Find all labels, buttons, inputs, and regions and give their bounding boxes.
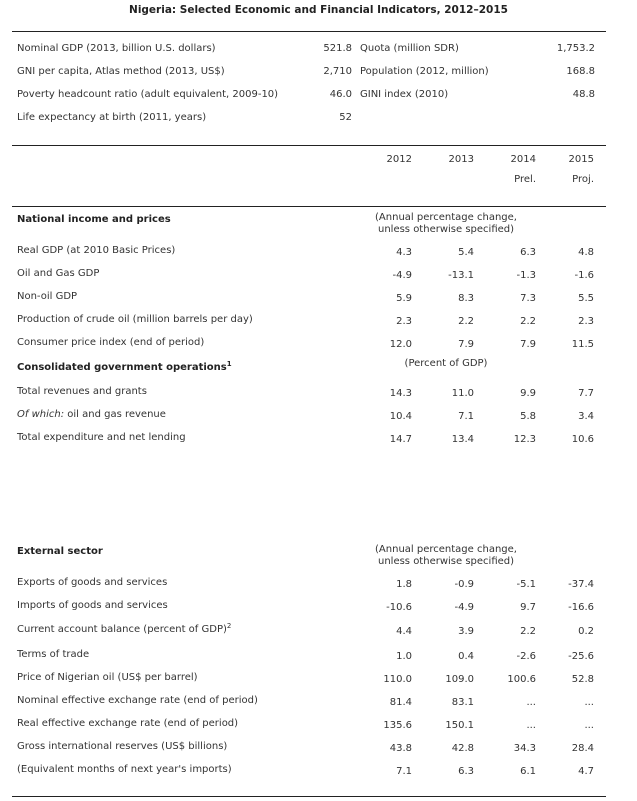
- row-label: [17, 245, 175, 256]
- row-value: 135.6: [383, 720, 412, 731]
- row-value: 10.6: [571, 434, 594, 445]
- row-value: 11.5: [571, 339, 594, 350]
- row-value: 2.2: [520, 626, 536, 637]
- row-value: 1.8: [396, 579, 412, 590]
- row-value: -25.6: [568, 651, 594, 662]
- row-value: 100.6: [507, 674, 536, 685]
- row-value: 110.0: [383, 674, 412, 685]
- row-label: [17, 577, 167, 588]
- row-label: [17, 337, 204, 348]
- row-value: 2.3: [578, 316, 594, 327]
- summary-value: 168.8: [566, 66, 595, 77]
- row-value: -37.4: [568, 579, 594, 590]
- row-value: 5.5: [578, 293, 594, 304]
- row-value: 83.1: [451, 697, 474, 708]
- top-rule: [12, 31, 606, 32]
- summary-label: Population (2012, million): [360, 66, 489, 77]
- row-value: -16.6: [568, 602, 594, 613]
- row-value: -0.9: [454, 579, 474, 590]
- row-label-text: Current account balance (percent of GDP): [17, 624, 227, 635]
- row-label: [17, 672, 198, 683]
- row-label-italic: Of which:: [17, 409, 65, 420]
- row-value: 9.9: [520, 388, 536, 399]
- row-value: 11.0: [451, 388, 474, 399]
- row-value: 7.1: [396, 766, 412, 777]
- units-note-line: (Annual percentage change,: [375, 544, 517, 555]
- row-value: 43.8: [389, 743, 412, 754]
- column-year: 2012: [386, 154, 412, 165]
- row-value: 13.4: [451, 434, 474, 445]
- row-value: 5.8: [520, 411, 536, 422]
- row-value: 0.2: [578, 626, 594, 637]
- row-value: 7.3: [520, 293, 536, 304]
- row-value: 0.4: [458, 651, 474, 662]
- column-year: 2015: [568, 154, 594, 165]
- row-value: -4.9: [454, 602, 474, 613]
- row-label: [17, 268, 99, 279]
- row-value: ...: [584, 720, 594, 731]
- row-label: [17, 432, 186, 443]
- section-heading-text: Consolidated government operations: [17, 362, 227, 373]
- row-label-text: Real GDP (at 2010 Basic Prices): [17, 245, 176, 256]
- row-value: 14.7: [389, 434, 412, 445]
- row-label-text: Terms of trade: [17, 649, 90, 660]
- row-value: 10.4: [389, 411, 412, 422]
- row-value: 150.1: [445, 720, 474, 731]
- units-note-line: (Annual percentage change,: [375, 212, 517, 223]
- row-value: 2.2: [520, 316, 536, 327]
- footnote-marker: 1: [226, 360, 232, 368]
- header-bottom-rule: [12, 206, 606, 207]
- summary-value: 1,753.2: [556, 43, 595, 54]
- row-label-text: Oil and Gas GDP: [17, 268, 100, 279]
- summary-value: 2,710: [323, 66, 352, 77]
- row-value: 34.3: [513, 743, 536, 754]
- section-heading: External sector: [17, 546, 103, 557]
- bottom-rule: [12, 796, 606, 797]
- row-value: 4.3: [396, 247, 412, 258]
- summary-label: Quota (million SDR): [360, 43, 459, 54]
- units-note-line: unless otherwise specified): [377, 224, 515, 235]
- row-value: 7.7: [578, 388, 594, 399]
- section-heading: [17, 362, 232, 373]
- row-label-text: oil and gas revenue: [64, 409, 166, 420]
- footnote-marker: 2: [226, 622, 232, 630]
- row-value: 5.4: [458, 247, 474, 258]
- row-label-text: Total expenditure and net lending: [17, 432, 186, 443]
- row-value: 4.4: [396, 626, 412, 637]
- row-label: [17, 291, 77, 302]
- row-value: 14.3: [389, 388, 412, 399]
- row-label-text: (Equivalent months of next year's imports): [17, 764, 232, 775]
- row-value: 2.3: [396, 316, 412, 327]
- row-value: 8.3: [458, 293, 474, 304]
- summary-value: 48.8: [572, 89, 595, 100]
- row-value: 28.4: [571, 743, 594, 754]
- column-year: 2014: [510, 154, 536, 165]
- row-label: [17, 695, 258, 706]
- summary-label: GINI index (2010): [360, 89, 449, 100]
- header-top-rule: [12, 145, 606, 146]
- row-label: [17, 386, 147, 397]
- row-value: 52.8: [571, 674, 594, 685]
- summary-value: 52: [339, 112, 352, 123]
- row-label-text: Gross international reserves (US$ billions): [17, 741, 228, 752]
- row-value: 12.3: [513, 434, 536, 445]
- column-status: Proj.: [572, 174, 594, 185]
- row-value: ...: [526, 697, 536, 708]
- row-value: ...: [526, 720, 536, 731]
- row-label-text: Real effective exchange rate (end of period): [17, 718, 239, 729]
- row-label: [17, 764, 232, 775]
- section-heading: National income and prices: [17, 214, 171, 225]
- row-label: [17, 741, 227, 752]
- units-note: [374, 212, 518, 236]
- summary-value: 521.8: [323, 43, 352, 54]
- units-note: [374, 544, 518, 568]
- row-value: 6.1: [520, 766, 536, 777]
- summary-label: Nominal GDP (2013, billion U.S. dollars): [17, 43, 216, 54]
- row-label-text: Exports of goods and services: [17, 577, 168, 588]
- row-label: [17, 649, 89, 660]
- row-value: -1.6: [574, 270, 594, 281]
- row-value: 5.9: [396, 293, 412, 304]
- row-label-text: Total revenues and grants: [17, 386, 147, 397]
- row-label: [17, 314, 253, 325]
- row-value: 6.3: [458, 766, 474, 777]
- row-value: 3.4: [578, 411, 594, 422]
- summary-label: GNI per capita, Atlas method (2013, US$): [17, 66, 225, 77]
- row-label: [17, 600, 168, 611]
- row-value: -1.3: [516, 270, 536, 281]
- row-label-text: Nominal effective exchange rate (end of period): [17, 695, 258, 706]
- units-note-line: unless otherwise specified): [377, 556, 515, 567]
- column-status: Prel.: [514, 174, 536, 185]
- row-value: 1.0: [396, 651, 412, 662]
- summary-label: Life expectancy at birth (2011, years): [17, 112, 207, 123]
- row-value: -10.6: [386, 602, 412, 613]
- row-value: ...: [584, 697, 594, 708]
- row-label: [17, 624, 231, 635]
- row-label: [17, 718, 238, 729]
- row-value: 2.2: [458, 316, 474, 327]
- row-value: 81.4: [389, 697, 412, 708]
- row-value: 9.7: [520, 602, 536, 613]
- row-value: -5.1: [516, 579, 536, 590]
- table-title: Nigeria: Selected Economic and Financial Indicators, 2012–2015: [129, 4, 508, 16]
- row-value: 7.1: [458, 411, 474, 422]
- row-value: 4.8: [578, 247, 594, 258]
- row-label: [17, 409, 166, 420]
- row-label-text: Consumer price index (end of period): [17, 337, 205, 348]
- summary-value: 46.0: [329, 89, 352, 100]
- row-value: 109.0: [445, 674, 474, 685]
- row-value: 3.9: [458, 626, 474, 637]
- row-value: 6.3: [520, 247, 536, 258]
- row-value: 4.7: [578, 766, 594, 777]
- row-value: -2.6: [516, 651, 536, 662]
- row-label-text: Production of crude oil (million barrels per day): [17, 314, 253, 325]
- row-value: 7.9: [520, 339, 536, 350]
- units-note: (Percent of GDP): [404, 358, 488, 369]
- row-value: 42.8: [451, 743, 474, 754]
- row-value: -13.1: [448, 270, 474, 281]
- row-value: -4.9: [392, 270, 412, 281]
- row-label-text: Imports of goods and services: [17, 600, 168, 611]
- row-label-text: Price of Nigerian oil (US$ per barrel): [17, 672, 198, 683]
- row-label-text: Non-oil GDP: [17, 291, 78, 302]
- row-value: 12.0: [389, 339, 412, 350]
- column-year: 2013: [448, 154, 474, 165]
- row-value: 7.9: [458, 339, 474, 350]
- summary-label: Poverty headcount ratio (adult equivalent, 2009-10): [17, 89, 279, 100]
